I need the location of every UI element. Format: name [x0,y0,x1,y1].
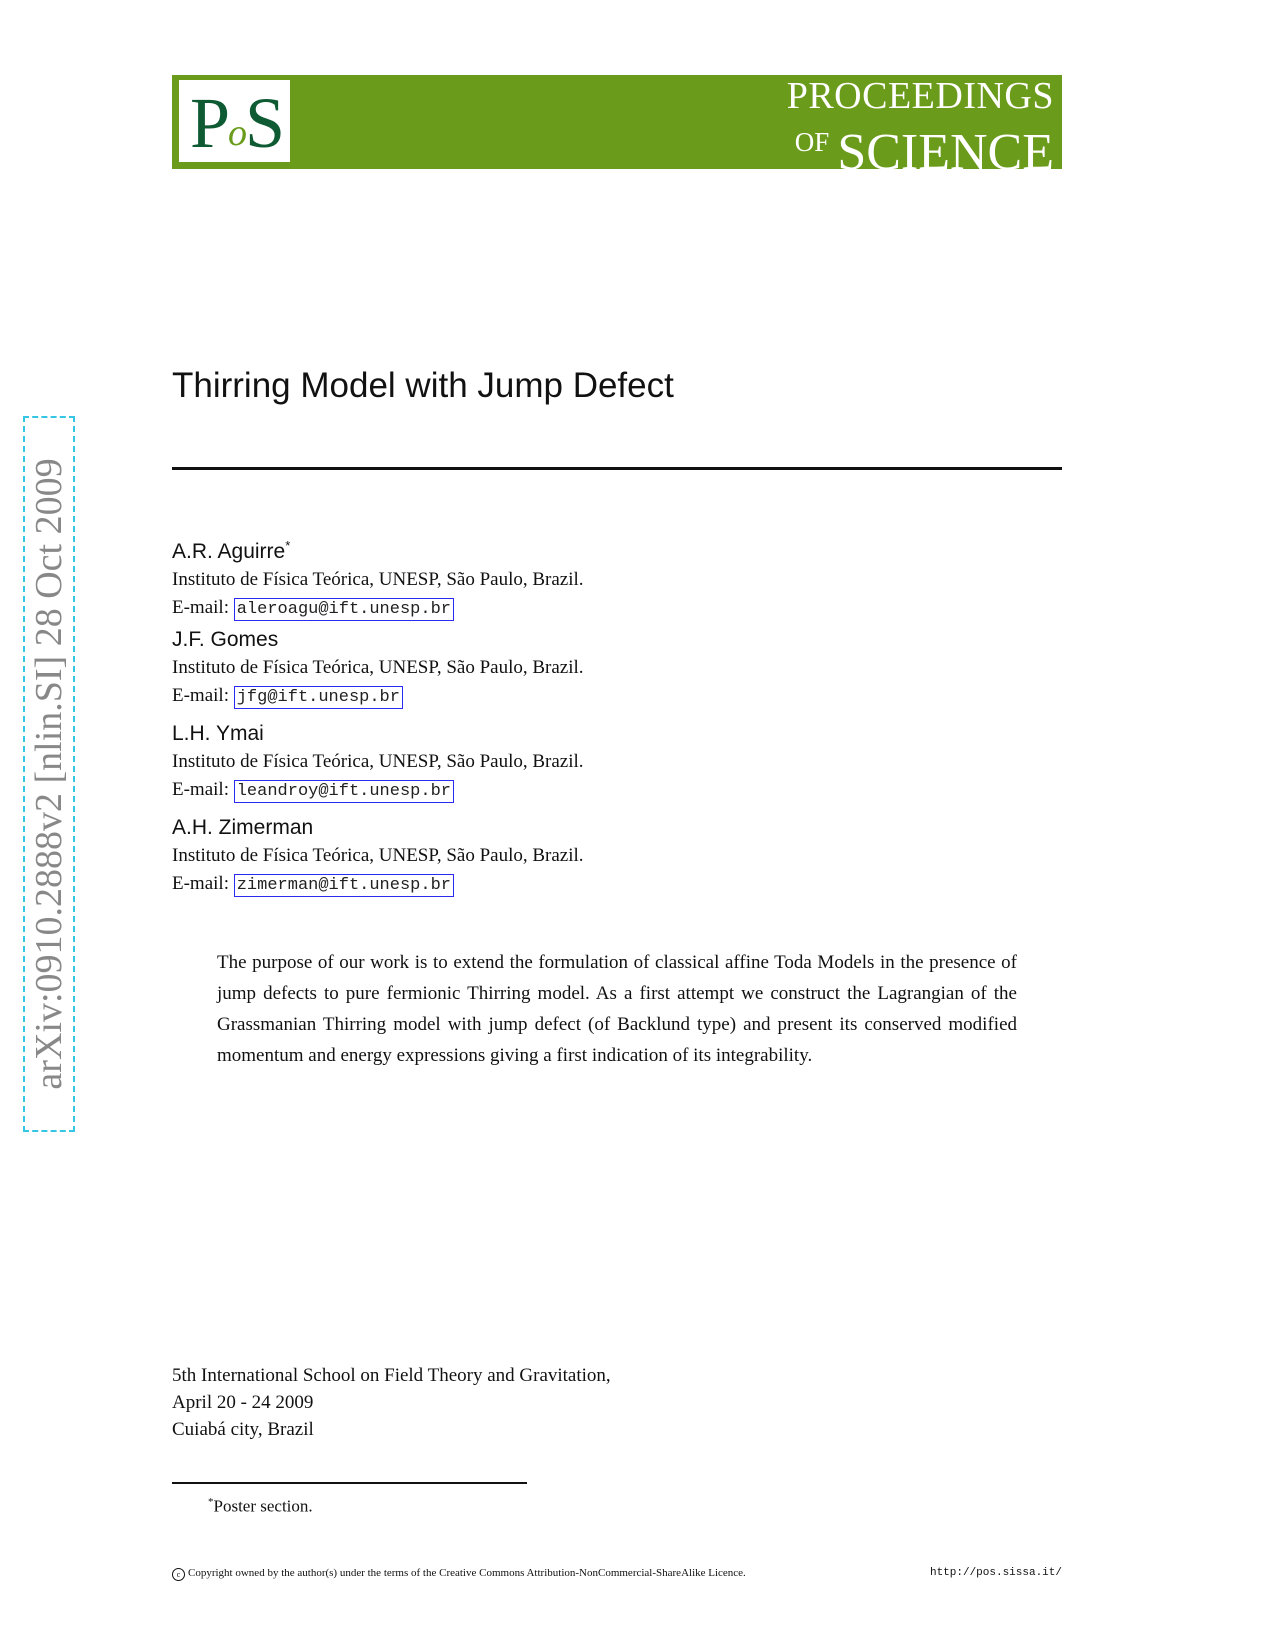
footnote-rule [172,1482,527,1484]
copyright-notice [172,1565,746,1581]
author-email-line: E-mail: aleroagu@ift.unesp.br [172,594,1072,622]
author-name: A.R. Aguirre* [172,538,291,563]
author-block [172,720,1072,804]
author-affiliation: Instituto de Física Teórica, UNESP, São Paulo, Brazil. [172,657,584,678]
footnote [208,1491,313,1518]
author-email-line: E-mail: leandroy@ift.unesp.br [172,776,1072,804]
brand-science-word: SCIENCE [837,124,1054,181]
conference-info [172,1362,611,1443]
pos-logo [179,80,290,162]
pos-url-link[interactable]: http://pos.sissa.it/ [929,1567,1062,1579]
author-name: L.H. Ymai [172,722,264,745]
email-link[interactable]: leandroy@ift.unesp.br [234,780,454,803]
abstract: The purpose of our work is to extend the formulation of classical affine Toda Models in the presence of jump defects to pure fermionic Thirring model. As a first attempt we construct the Lagrangian of the Grassmanian Thirring model with jump defect (of Backlund type) and present its conserved modified momentum and energy expressions giving a first indication of its integrability. [217,952,1017,1066]
author-block [172,814,1072,898]
paper-title: Thirring Model with Jump Defect [172,366,674,405]
conference-location: Cuiabá city, Brazil [172,1419,314,1440]
footnote-mark: * [208,1496,214,1508]
email-link[interactable]: zimerman@ift.unesp.br [234,874,454,897]
conference-name: 5th International School on Field Theory and Gravitation, [172,1365,611,1386]
title-rule [172,467,1062,470]
author-affiliation: Instituto de Física Teórica, UNESP, São Paulo, Brazil. [172,751,584,772]
copyright-text: Copyright owned by the author(s) under the terms of the Creative Commons Attribution-NonCommercial-ShareAlike Licence. [188,1567,746,1579]
author-affiliation: Instituto de Física Teórica, UNESP, São Paulo, Brazil. [172,569,584,590]
footnote-text: Poster section. [213,1496,313,1516]
brand-science [795,114,1054,181]
brand-of: OF [794,127,830,157]
brand-proceedings: PROCEEDINGS [786,75,1054,117]
author-affiliation: Instituto de Física Teórica, UNESP, São Paulo, Brazil. [172,845,584,866]
author-name: A.H. Zimerman [172,816,314,839]
author-name: J.F. Gomes [172,628,279,651]
arxiv-stamp[interactable]: arXiv:0910.2888v2 [nlin.SI] 28 Oct 2009 [28,458,70,1090]
author-email-line: E-mail: zimerman@ift.unesp.br [172,870,1072,898]
pos-logo-text: P oS [189,83,280,163]
author-email-line: E-mail: jfg@ift.unesp.br [172,682,1072,710]
author-block [172,532,1072,622]
footnote-mark[interactable]: * [285,538,291,553]
email-link[interactable]: jfg@ift.unesp.br [234,686,403,709]
copyright-icon: c [172,1568,185,1581]
author-block [172,626,1072,710]
conference-dates: April 20 - 24 2009 [172,1392,314,1413]
email-link[interactable]: aleroagu@ift.unesp.br [234,598,454,621]
